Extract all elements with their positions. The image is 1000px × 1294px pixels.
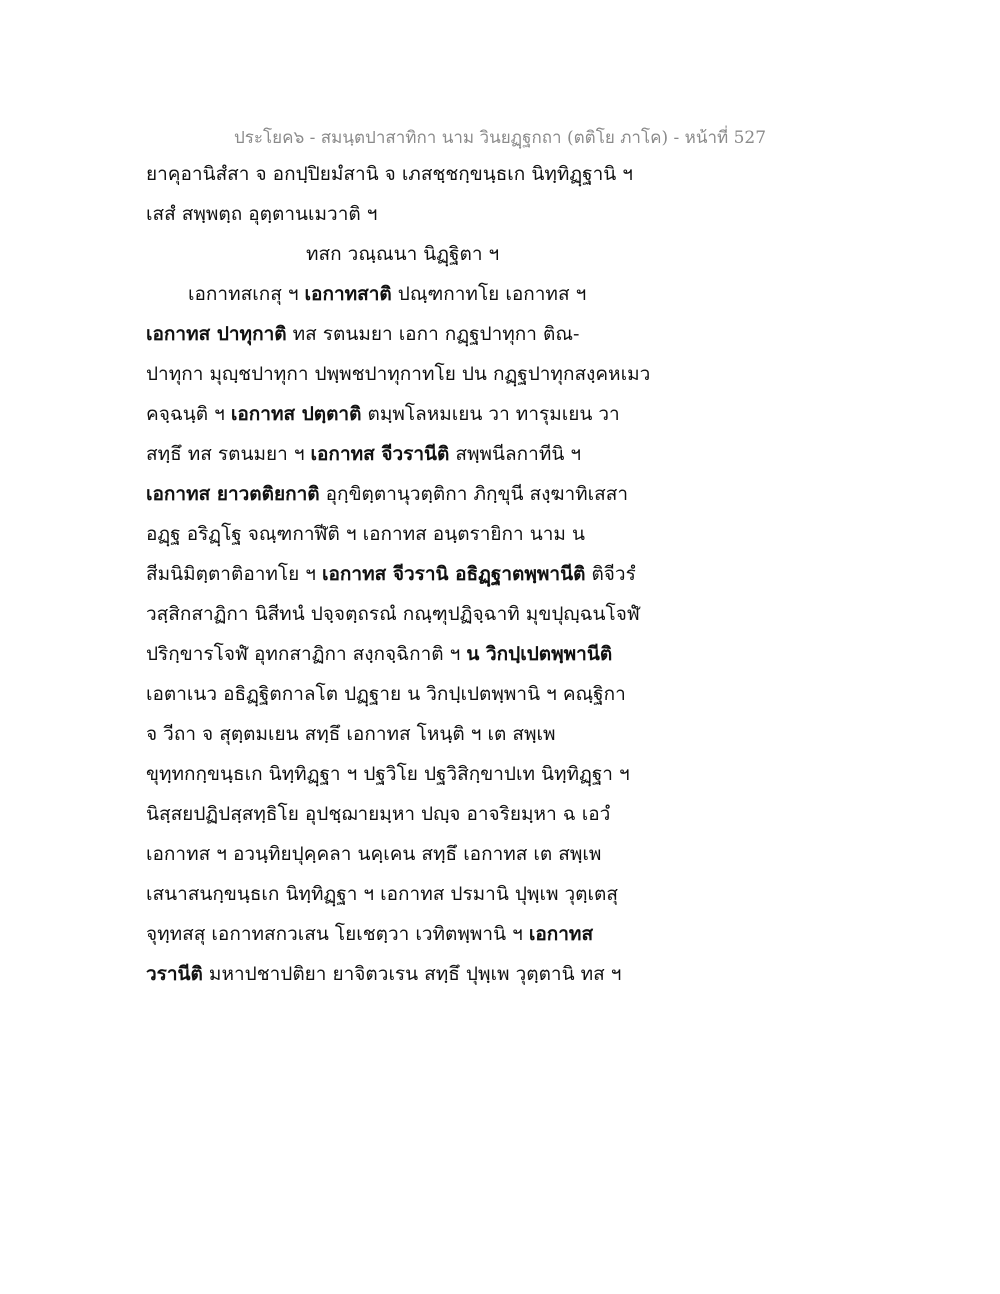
- text-segment: เอกาทสเกสุ ฯ: [188, 283, 305, 305]
- text-segment: คจฺฉนฺติ ฯ: [146, 403, 231, 425]
- text-segment: อุกฺขิตฺตานุวตฺติกา ภิกฺขุนี สงฺฆาทิเสสา: [319, 483, 629, 505]
- page-header: ประโยค๖ - สมนฺตปาสาทิกา นาม วินยฏฺฐกถา (ตติโย ภาโค) - หน้าที่ 527: [233, 128, 767, 148]
- body-text: [146, 154, 866, 994]
- bold-term: น วิกปฺเปตพฺพานีติ: [466, 643, 613, 665]
- text-line: [146, 474, 866, 514]
- text-segment: มหาปชาปติยา ยาจิตวเรน สทฺธึ ปุพฺเพ วุตฺตานิ ทส ฯ: [202, 963, 622, 985]
- text-line: [146, 714, 866, 754]
- bold-term: เอกาทส จีวรานีติ: [310, 443, 450, 465]
- text-line: [146, 754, 866, 794]
- text-line: [146, 674, 866, 714]
- text-segment: เสนาสนกฺขนฺธเก นิทฺทิฏฺฐา ฯ เอกาทส ปรมานิ ปุพฺเพ วุตฺเตสุ: [146, 883, 618, 905]
- text-segment: สทฺธึ ทส รตนมยา ฯ: [146, 443, 311, 465]
- text-segment: เอกาทส ฯ อวนฺทิยปุคฺคลา นคฺเคน สทฺธึ เอกาทส เต สพฺเพ: [146, 843, 602, 865]
- text-segment: ติจีวรํ: [585, 563, 636, 585]
- text-segment: เสสํ สพฺพตฺถ อุตฺตานเมวาติ ฯ: [146, 203, 378, 225]
- text-line: [146, 194, 866, 234]
- text-segment: เอตาเนว อธิฏฺฐิตกาลโต ปฏฺฐาย น วิกปฺเปตพฺพานิ ฯ คณฺฐิกา: [146, 683, 626, 705]
- bold-term: เอกาทส ปาทุกาติ: [146, 323, 287, 345]
- text-line: [146, 354, 866, 394]
- text-segment: ทส รตนมยา เอกา กฏฺฐปาทุกา ติณ-: [286, 323, 580, 345]
- text-line: [146, 554, 866, 594]
- text-segment: จ วีถา จ สุตฺตมเยน สทฺธึ เอกาทส โหนฺติ ฯ เต สพฺเพ: [146, 723, 556, 745]
- text-segment: ตมฺพโลหมเยน วา ทารุมเยน วา: [361, 403, 620, 425]
- text-segment: จุทฺทสสุ เอกาทสกวเสน โยเชตฺวา เวทิตพฺพานิ ฯ: [146, 923, 529, 945]
- text-segment: นิสฺสยปฏิปสฺสทฺธิโย อุปชฺฌายมฺหา ปญฺจ อาจริยมฺหา ฉ เอวํ: [146, 803, 611, 825]
- text-line: [146, 434, 866, 474]
- text-line: [146, 914, 866, 954]
- text-segment: ปาทุกา มุญฺชปาทุกา ปพฺพชปาทุกาทโย ปน กฏฺฐปาทุกสงฺคหเมว: [146, 363, 651, 385]
- text-line: [146, 394, 866, 434]
- text-line: [146, 274, 866, 314]
- text-line: [146, 154, 866, 194]
- text-segment: อฏฺฐ อริฏฺโฐ จณฺฑกาฬีติ ฯ เอกาทส อนฺตรายิกา นาม น: [146, 523, 585, 545]
- text-line: [146, 594, 866, 634]
- text-segment: วสฺสิกสาฏิกา นิสีทนํ ปจฺจตฺถรณํ กณฺฑุปฏิจฺฉาทิ มุขปุญฺฉนโจฬํ: [146, 603, 640, 625]
- bold-term: เอกาทส จีวรานิ อธิฏฺฐาตพฺพานีติ: [322, 563, 586, 585]
- text-segment: ปณฺฑกาทโย เอกาทส ฯ: [391, 283, 587, 305]
- bold-term: วรานีติ: [146, 963, 203, 985]
- text-segment: ยาคุอานิสํสา จ อกปฺปิยมํสานิ จ เภสชฺชกฺขนฺธเก นิทฺทิฏฺฐานิ ฯ: [146, 163, 633, 185]
- text-line: [146, 874, 866, 914]
- text-line: [146, 834, 866, 874]
- text-segment: สพฺพนีลกาทีนิ ฯ: [449, 443, 582, 465]
- text-line: [146, 314, 866, 354]
- section-heading: [146, 234, 866, 274]
- bold-term: เอกาทส: [528, 923, 594, 945]
- bold-term: เอกาทส ปตฺตาติ: [230, 403, 362, 425]
- text-segment: ขุทฺทกกฺขนฺธเก นิทฺทิฏฺฐา ฯ ปฐวิโย ปฐวิสิกฺขาปเท นิทฺทิฏฺฐา ฯ: [146, 763, 630, 785]
- text-line: [146, 634, 866, 674]
- text-segment: ปริกฺขารโจฬํ อุทกสาฏิกา สงฺกจฺฉิกาติ ฯ: [146, 643, 467, 665]
- bold-term: เอกาทส ยาวตติยกาติ: [146, 483, 320, 505]
- text-segment: ทสก วณฺณนา นิฏฺฐิตา ฯ: [306, 243, 500, 265]
- bold-term: เอกาทสาติ: [304, 283, 392, 305]
- text-line: [146, 954, 866, 994]
- text-segment: สีมนิมิตฺตาติอาทโย ฯ: [146, 563, 323, 585]
- text-line: [146, 514, 866, 554]
- text-line: [146, 794, 866, 834]
